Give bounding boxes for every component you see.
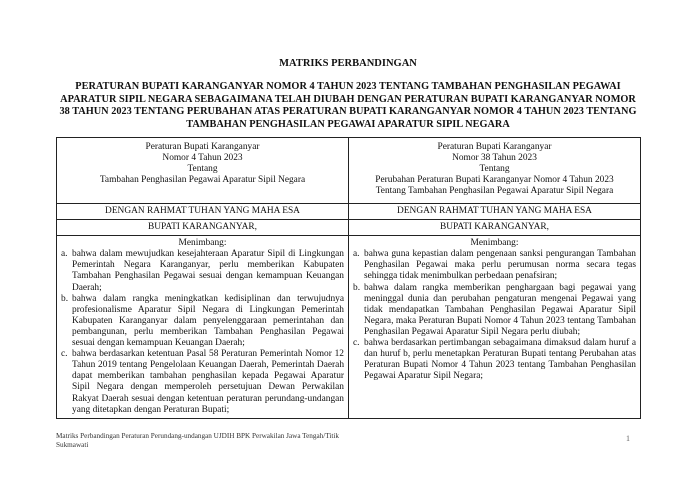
item-label: a. [61, 249, 68, 260]
right-consideration-item [353, 283, 636, 338]
right-menimbang-cell [349, 236, 641, 419]
right-regulation-header [349, 138, 641, 204]
document-subtitle: PERATURAN BUPATI KARANGANYAR NOMOR 4 TAHUN 2023 TENTANG TAMBAHAN PENGHASILAN PEGAWAI APARATUR SIPIL NEGARA SEBAGAIMANA TELAH DIUBAH DENGAN PERATURAN BUPATI KARANGANYAR NOMOR 38 TAHUN 2023 TENTANG PERUBAHAN ATAS PERATURAN BUPATI KARANGANYAR NOMOR 4 TAHUN 2023 TENTANG TAMBAHAN PENGHASILAN PEGAWAI APARATUR SIPIL NEGARA [59, 81, 637, 130]
right-rahmat: DENGAN RAHMAT TUHAN YANG MAHA ESA [349, 204, 641, 220]
right-head-line: Tentang [479, 164, 510, 174]
right-consideration-item [353, 338, 636, 382]
item-text: bahwa dalam mewujudkan kesejahteraan Aparatur Sipil di Lingkungan Pemerintah Negara Karanganyar, perlu memberikan Kabupaten Tambahan Penghasilan Pegawai sesuai dengan kemampuan Keuangan Daerah; [72, 249, 344, 293]
item-label: b. [353, 282, 361, 293]
left-consideration-item [61, 349, 344, 416]
page-footer [56, 432, 356, 450]
document-title: MATRIKS PERBANDINGAN [279, 58, 417, 69]
left-menimbang-cell [57, 236, 349, 419]
footer-line: Sukmawati [56, 441, 89, 449]
left-head-line: Tentang [187, 164, 218, 174]
menimbang-row [57, 236, 641, 419]
item-text: bahwa dalam rangka meningkatkan kedisiplinan dan terwujudnya profesionalisme Aparatur Sipil Negara di Lingkungan Pemerintah Kabupaten Karanganyar dalam penyelenggaraan pemerintahan dan pembangunan, perlu memberikan Tambahan Penghasilan Pegawai sesuai dengan kemampuan Keuangan Daerah; [72, 293, 344, 349]
left-consideration-item [61, 294, 344, 349]
item-text: bahwa dalam rangka memberikan penghargaan bagi pegawai yang meninggal dunia dan perubahan pengaturan mengenai Pegawai yang tidak mendapatkan Tambahan Penghasilan Pegawai Aparatur Sipil Negara, maka Peraturan Bupati Nomor 4 Tahun 2023 tentang Tambahan Penghasilan Pegawai Aparatur Sipil Negara perlu diubah; [364, 282, 636, 337]
right-head-line: Peraturan Bupati Karanganyar [437, 142, 552, 152]
item-text: bahwa berdasarkan ketentuan Pasal 58 Peraturan Pemerintah Nomor 12 Tahun 2019 tentang Pengelolaan Keuangan Daerah, Pemerintah Daerah dapat memberikan tambahan penghasilan kepada Pegawai Aparatur Sipil Negara dengan memperoleh persetujuan Dewan Perwakilan Rakyat Daerah sesuai dengan ketentuan peraturan perundang-undangan yang ditetapkan dengan Peraturan Bupati; [72, 349, 344, 415]
left-consideration-item [61, 249, 344, 293]
left-menimbang-label: Menimbang: [178, 238, 227, 249]
right-head-line: Perubahan Peraturan Bupati Karanganyar Nomor 4 Tahun 2023 [375, 175, 614, 185]
left-head-line: Peraturan Bupati Karanganyar [145, 142, 260, 152]
item-label: b. [61, 293, 69, 304]
item-label: a. [353, 249, 360, 260]
item-label: c. [61, 349, 68, 360]
right-bupati: BUPATI KARANGANYAR, [349, 220, 641, 236]
right-head-line: Nomor 38 Tahun 2023 [452, 153, 537, 163]
regulation-header-row [57, 138, 641, 204]
left-head-line: Tambahan Penghasilan Pegawai Aparatur Sipil Negara [99, 175, 306, 185]
item-label: c. [353, 338, 360, 349]
rahmat-row [57, 204, 641, 220]
comparison-table [56, 137, 641, 419]
page-number: 1 [626, 434, 630, 443]
bupati-row [57, 220, 641, 236]
left-head-line: Nomor 4 Tahun 2023 [162, 153, 243, 163]
right-head-line: Tentang Tambahan Penghasilan Pegawai Aparatur Sipil Negara [375, 186, 614, 196]
right-consideration-item [353, 249, 636, 282]
left-bupati: BUPATI KARANGANYAR, [57, 220, 349, 236]
right-menimbang-label: Menimbang: [470, 238, 519, 249]
item-text: bahwa guna kepastian dalam pengenaan sanksi pengurangan Tambahan Penghasilan Pegawai maka perlu perumusan norma secara tegas sehingga tidak menimbulkan perbedaan penafsiran; [364, 249, 636, 282]
left-rahmat: DENGAN RAHMAT TUHAN YANG MAHA ESA [57, 204, 349, 220]
item-text: bahwa berdasarkan pertimbangan sebagaimana dimaksud dalam huruf a dan huruf b, perlu menetapkan Peraturan Bupati tentang Perubahan atas Peraturan Bupati Nomor 4 Tahun 2023 tentang Tambahan Penghasilan Pegawai Aparatur Sipil Negara; [364, 338, 636, 382]
left-regulation-header [57, 138, 349, 204]
footer-line: Matriks Perbandingan Peraturan Perundang-undangan UJDIH BPK Perwakilan Jawa Tengah/Titik [56, 432, 339, 440]
